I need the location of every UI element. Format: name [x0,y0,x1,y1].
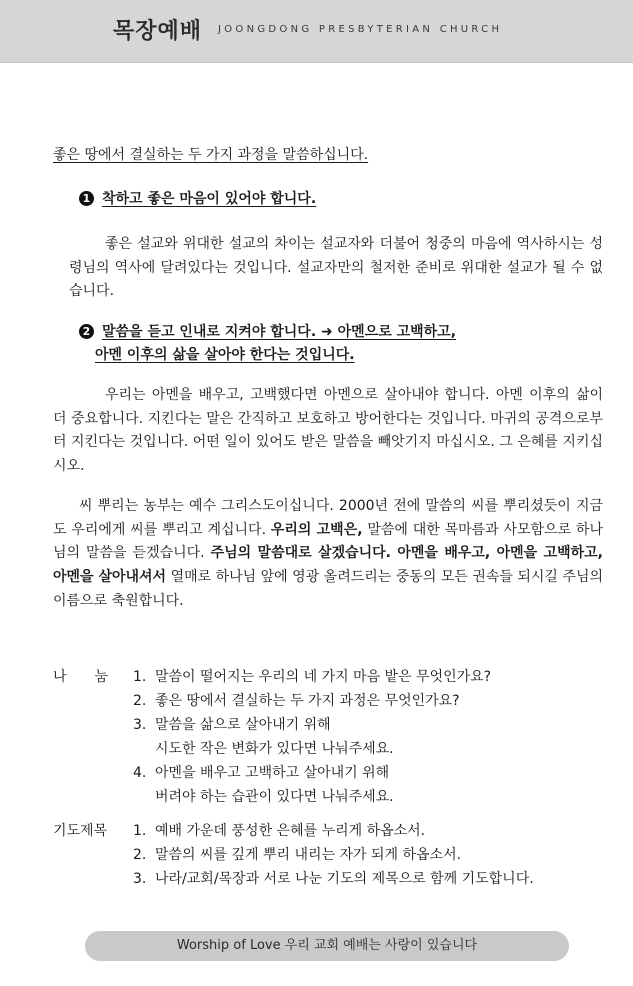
point-2-title-line2: 아멘 이후의 삶을 살아야 한다는 것입니다. [95,347,355,363]
closing-text-2: 말씀에 대한 목마름과 사모함으로 하나님의 말씀을 듣겠습니다. [53,521,603,562]
church-name: JOONGDONG PRESBYTERIAN CHURCH [218,24,503,35]
sharing-label: 나 눔 [53,669,109,685]
footer-banner [85,931,569,961]
point-1-body: 좋은 설교와 위대한 설교의 차이는 설교자와 더불어 청중의 마음에 역사하시는 성령님의 역사에 달려있다는 것입니다. 설교자만의 철저한 준비로 위대한 설교가 될 수 없습니다. [69,236,603,300]
point-2-title-line1 [79,322,456,342]
sharing-item: 3. 말씀을 삶으로 살아내기 위해 [133,717,331,733]
sharing-list [133,665,491,809]
sharing-item: 1. 말씀이 떨어지는 우리의 네 가지 마음 밭은 무엇인가요? [133,669,492,685]
prayer-item: 1. 예배 가운데 풍성한 은혜를 누리게 하옵소서. [133,823,426,839]
sharing-item: 2. 좋은 땅에서 결실하는 두 가지 과정은 무엇인가요? [133,693,460,709]
page-title: 목장예배 [113,19,203,44]
sharing-item: 4. 아멘을 배우고 고백하고 살아내기 위해 [133,765,390,781]
sharing-item-cont: 버려야 하는 습관이 있다면 나눠주세요. [155,789,394,805]
point-2-title-text: 말씀을 듣고 인내로 지켜야 합니다. ➜ 아멘으로 고백하고, [102,324,457,340]
prayer-item: 2. 말씀의 씨를 깊게 뿌리 내리는 자가 되게 하옵소서. [133,847,462,863]
closing-bold-1: 우리의 고백은, [270,521,363,538]
prayer-label: 기도제목 [53,823,108,839]
point-1-title [79,189,316,209]
header-bar [0,0,633,63]
closing-text-1: 씨 뿌리는 농부는 예수 그리스도이십니다. 2000년 전에 말씀의 씨를 뿌리셨듯이 지금도 우리에게 씨를 뿌리고 계십니다. [53,498,603,538]
point-2-marker: 2 [79,324,94,339]
closing-bold-2: 주님의 말씀대로 살겠습니다. 아멘을 배우고, 아멘을 고백하고, 아멘을 살아내셔서 [53,545,603,586]
closing-text-3: 열매로 하나님 앞에 영광 올려드리는 중동의 모든 권속들 되시길 주님의 이름으로 축원합니다. [53,569,603,609]
prayer-item: 3. 나라/교회/목장과 서로 나눈 기도의 제목으로 함께 기도합니다. [133,871,534,887]
point-1-marker: 1 [79,191,94,206]
prayer-list [133,819,534,891]
closing-paragraph [53,495,603,614]
sharing-item-cont: 시도한 작은 변화가 있다면 나눠주세요. [155,741,394,757]
point-1-title-text: 착하고 좋은 마음이 있어야 합니다. [102,191,317,207]
footer-slogan: Worship of Love 우리 교회 예배는 사랑이 있습니다 [176,938,478,953]
section-heading: 좋은 땅에서 결실하는 두 가지 과정을 말씀하십니다. [53,147,369,163]
point-2-body: 우리는 아멘을 배우고, 고백했다면 아멘으로 살아내야 합니다. 아멘 이후의 삶이 더 중요합니다. 지킨다는 말은 간직하고 보호하고 방어한다는 것입니다. 마귀의 공격으로부터 지킨다는 것입니다. 어떤 일이 있어도 받은 말씀을 빼앗기지 마십시오. 그 은혜를 지키십시오. [53,387,603,475]
